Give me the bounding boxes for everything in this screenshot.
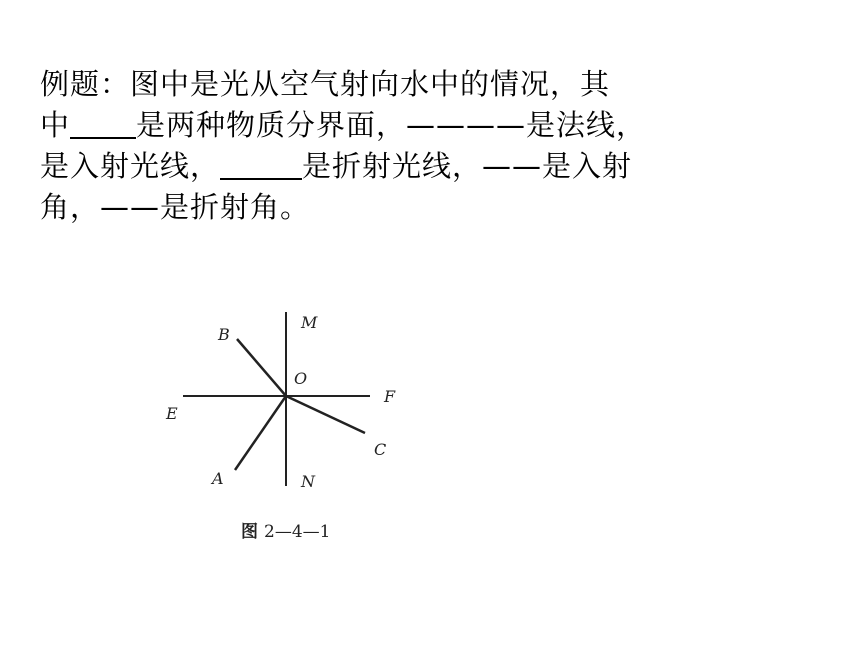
refraction-diagram-svg bbox=[150, 300, 410, 500]
question-line-3-rest: 是折射光线，——是入射 bbox=[302, 149, 633, 183]
label-f: F bbox=[384, 387, 396, 406]
label-c: C bbox=[374, 440, 387, 459]
answer-blank-interface bbox=[70, 107, 136, 139]
answer-blank-refracted-ray bbox=[220, 148, 302, 180]
question-line-3 bbox=[40, 146, 720, 187]
question-line-3-start: 是入射光线， bbox=[40, 149, 221, 183]
question-line-1-text: 例题：图中是光从空气射向水中的情况，其 bbox=[40, 67, 611, 101]
question-line-2-start: 中 bbox=[40, 108, 71, 142]
ray-oc bbox=[286, 396, 365, 433]
label-a: A bbox=[212, 469, 224, 488]
ray-ob bbox=[237, 339, 286, 396]
label-o: O bbox=[294, 369, 308, 388]
figure-caption-number: 2—4—1 bbox=[264, 522, 331, 542]
label-m: M bbox=[301, 313, 318, 332]
question-line-1 bbox=[40, 64, 720, 105]
label-n: N bbox=[301, 472, 315, 491]
figure-caption bbox=[241, 517, 330, 542]
question-line-2-rest: 是两种物质分界面，————是法线， bbox=[136, 108, 647, 142]
figure-caption-prefix: 图 bbox=[241, 522, 258, 542]
refraction-diagram bbox=[150, 300, 410, 504]
question-line-4-text: 角，——是折射角。 bbox=[40, 190, 311, 224]
ray-oa bbox=[235, 396, 286, 470]
question-line-4 bbox=[40, 187, 720, 228]
label-b: B bbox=[218, 325, 230, 344]
question-line-2 bbox=[40, 105, 720, 146]
question-text bbox=[40, 64, 720, 228]
label-e: E bbox=[166, 404, 178, 423]
